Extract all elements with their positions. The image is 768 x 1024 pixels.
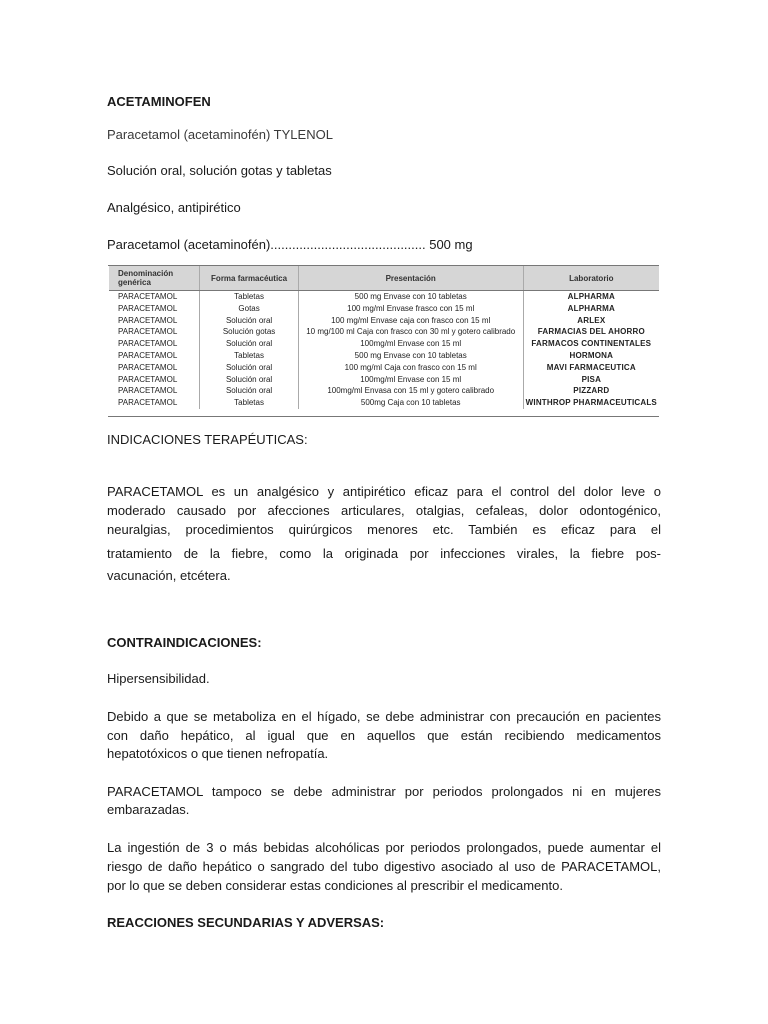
table-row: [109, 397, 659, 409]
presentations-table: [109, 266, 659, 409]
table-row: [109, 350, 659, 362]
indicaciones-line: vacunación, etcétera.: [107, 568, 231, 583]
cell-denominacion: PARACETAMOL: [109, 338, 200, 350]
document-title: ACETAMINOFEN: [107, 94, 211, 109]
therapeutic-action: Analgésico, antipirético: [107, 200, 241, 215]
dose-line: Paracetamol (acetaminofén)........................................... 500 mg: [107, 237, 473, 252]
cell-laboratorio: ALPHARMA: [567, 292, 615, 301]
cell-denominacion: PARACETAMOL: [109, 303, 200, 315]
cell-forma: Solución oral: [200, 385, 298, 397]
cell-denominacion: PARACETAMOL: [109, 374, 200, 386]
cell-presentacion: 500 mg Envase con 10 tabletas: [298, 291, 523, 303]
cell-presentacion: 100 mg/ml Envase frasco con 15 ml: [298, 303, 523, 315]
table-row: [109, 374, 659, 386]
cell-laboratorio: PIZZARD: [573, 386, 610, 396]
hipersensibilidad-text: Hipersensibilidad.: [107, 671, 210, 686]
contra-p2-line: hepatotóxicos o que tienen nefropatía.: [107, 746, 329, 761]
cell-presentacion: 500mg Caja con 10 tabletas: [298, 397, 523, 409]
table-row: [109, 291, 659, 303]
cell-forma: Solución gotas: [200, 326, 298, 338]
cell-forma: Solución oral: [200, 362, 298, 374]
cell-laboratorio: ARLEX: [577, 315, 606, 325]
contra-p3-line: embarazadas.: [107, 802, 190, 817]
table-row: [109, 338, 659, 350]
table-header-row: [109, 266, 659, 291]
contra-p4-line: por lo que se deben considerar estas condiciones al prescribir el medicamento.: [107, 878, 563, 893]
cell-laboratorio: FARMACIAS DEL AHORRO: [537, 327, 645, 337]
cell-presentacion: 500 mg Envase con 10 tabletas: [298, 350, 523, 362]
cell-forma: Tabletas: [200, 350, 298, 362]
cell-denominacion: PARACETAMOL: [109, 315, 200, 327]
cell-presentacion: 100 mg/ml Envase caja con frasco con 15 ml: [298, 315, 523, 327]
cell-laboratorio: HORMONA: [569, 350, 614, 360]
header-denominacion: Denominación genérica: [109, 266, 200, 291]
indicaciones-line: neuralgias, procedimientos quirúrgicos menores etc. También es eficaz para el: [107, 522, 661, 537]
contra-p4-line: riesgo de daño hepático o sangrado del tubo digestivo asociado al uso de PARACETAMOL,: [107, 859, 661, 874]
reacciones-heading: REACCIONES SECUNDARIAS Y ADVERSAS:: [107, 915, 385, 930]
table-row: [109, 362, 659, 374]
contra-p2-line: Debido a que se metaboliza en el hígado, se debe administrar con precaución en pacientes: [107, 709, 661, 724]
contra-p2-line: con daño hepático, al igual que en aquellos que están recibiendo medicamentos: [107, 728, 661, 743]
header-presentacion: Presentación: [298, 266, 523, 291]
cell-forma: Tabletas: [200, 291, 298, 303]
indicaciones-heading: INDICACIONES TERAPÉUTICAS:: [107, 432, 308, 447]
table-row: [109, 326, 659, 338]
table-row: [109, 303, 659, 315]
cell-presentacion: 10 mg/100 ml Caja con frasco con 30 ml y gotero calibrado: [298, 326, 523, 338]
cell-presentacion: 100 mg/ml Caja con frasco con 15 ml: [298, 362, 523, 374]
indicaciones-line: PARACETAMOL es un analgésico y antipirético eficaz para el control del dolor leve o: [107, 484, 661, 499]
cell-denominacion: PARACETAMOL: [109, 326, 200, 338]
cell-laboratorio: FARMACOS CONTINENTALES: [531, 339, 652, 349]
cell-laboratorio: WINTHROP PHARMACEUTICALS: [525, 398, 657, 408]
contra-p4-line: La ingestión de 3 o más bebidas alcohólicas por periodos prolongados, puede aumentar el: [107, 840, 661, 855]
cell-denominacion: PARACETAMOL: [109, 362, 200, 374]
cell-laboratorio: MAVI FARMACEUTICA: [546, 362, 636, 372]
cell-forma: Tabletas: [200, 397, 298, 409]
pharmaceutical-forms: Solución oral, solución gotas y tabletas: [107, 163, 332, 178]
table-row: [109, 315, 659, 327]
cell-denominacion: PARACETAMOL: [109, 397, 200, 409]
cell-presentacion: 100mg/ml Envase con 15 ml: [298, 338, 523, 350]
indicaciones-line: moderado causado por afecciones articulares, otalgias, cefaleas, dolor odontogénico,: [107, 503, 661, 518]
cell-forma: Solución oral: [200, 338, 298, 350]
table-row: [109, 385, 659, 397]
cell-denominacion: PARACETAMOL: [109, 385, 200, 397]
cell-denominacion: PARACETAMOL: [109, 291, 200, 303]
header-forma: Forma farmacéutica: [200, 266, 298, 291]
cell-laboratorio: PISA: [581, 374, 602, 384]
cell-denominacion: PARACETAMOL: [109, 350, 200, 362]
contraindicaciones-heading: CONTRAINDICACIONES:: [107, 635, 262, 650]
cell-laboratorio: ALPHARMA: [567, 303, 615, 313]
drug-subtitle: Paracetamol (acetaminofén) TYLENOL: [107, 127, 333, 142]
header-laboratorio: Laboratorio: [523, 266, 659, 291]
cell-forma: Solución oral: [200, 374, 298, 386]
cell-forma: Solución oral: [200, 315, 298, 327]
contra-p3-line: PARACETAMOL tampoco se debe administrar por periodos prolongados ni en mujeres: [107, 784, 661, 799]
cell-forma: Gotas: [200, 303, 298, 315]
indicaciones-line: tratamiento de la fiebre, como la originada por infecciones virales, la fiebre pos-: [107, 546, 661, 561]
cell-presentacion: 100mg/ml Envase con 15 ml: [298, 374, 523, 386]
cell-presentacion: 100mg/ml Envasa con 15 ml y gotero calibrado: [298, 385, 523, 397]
